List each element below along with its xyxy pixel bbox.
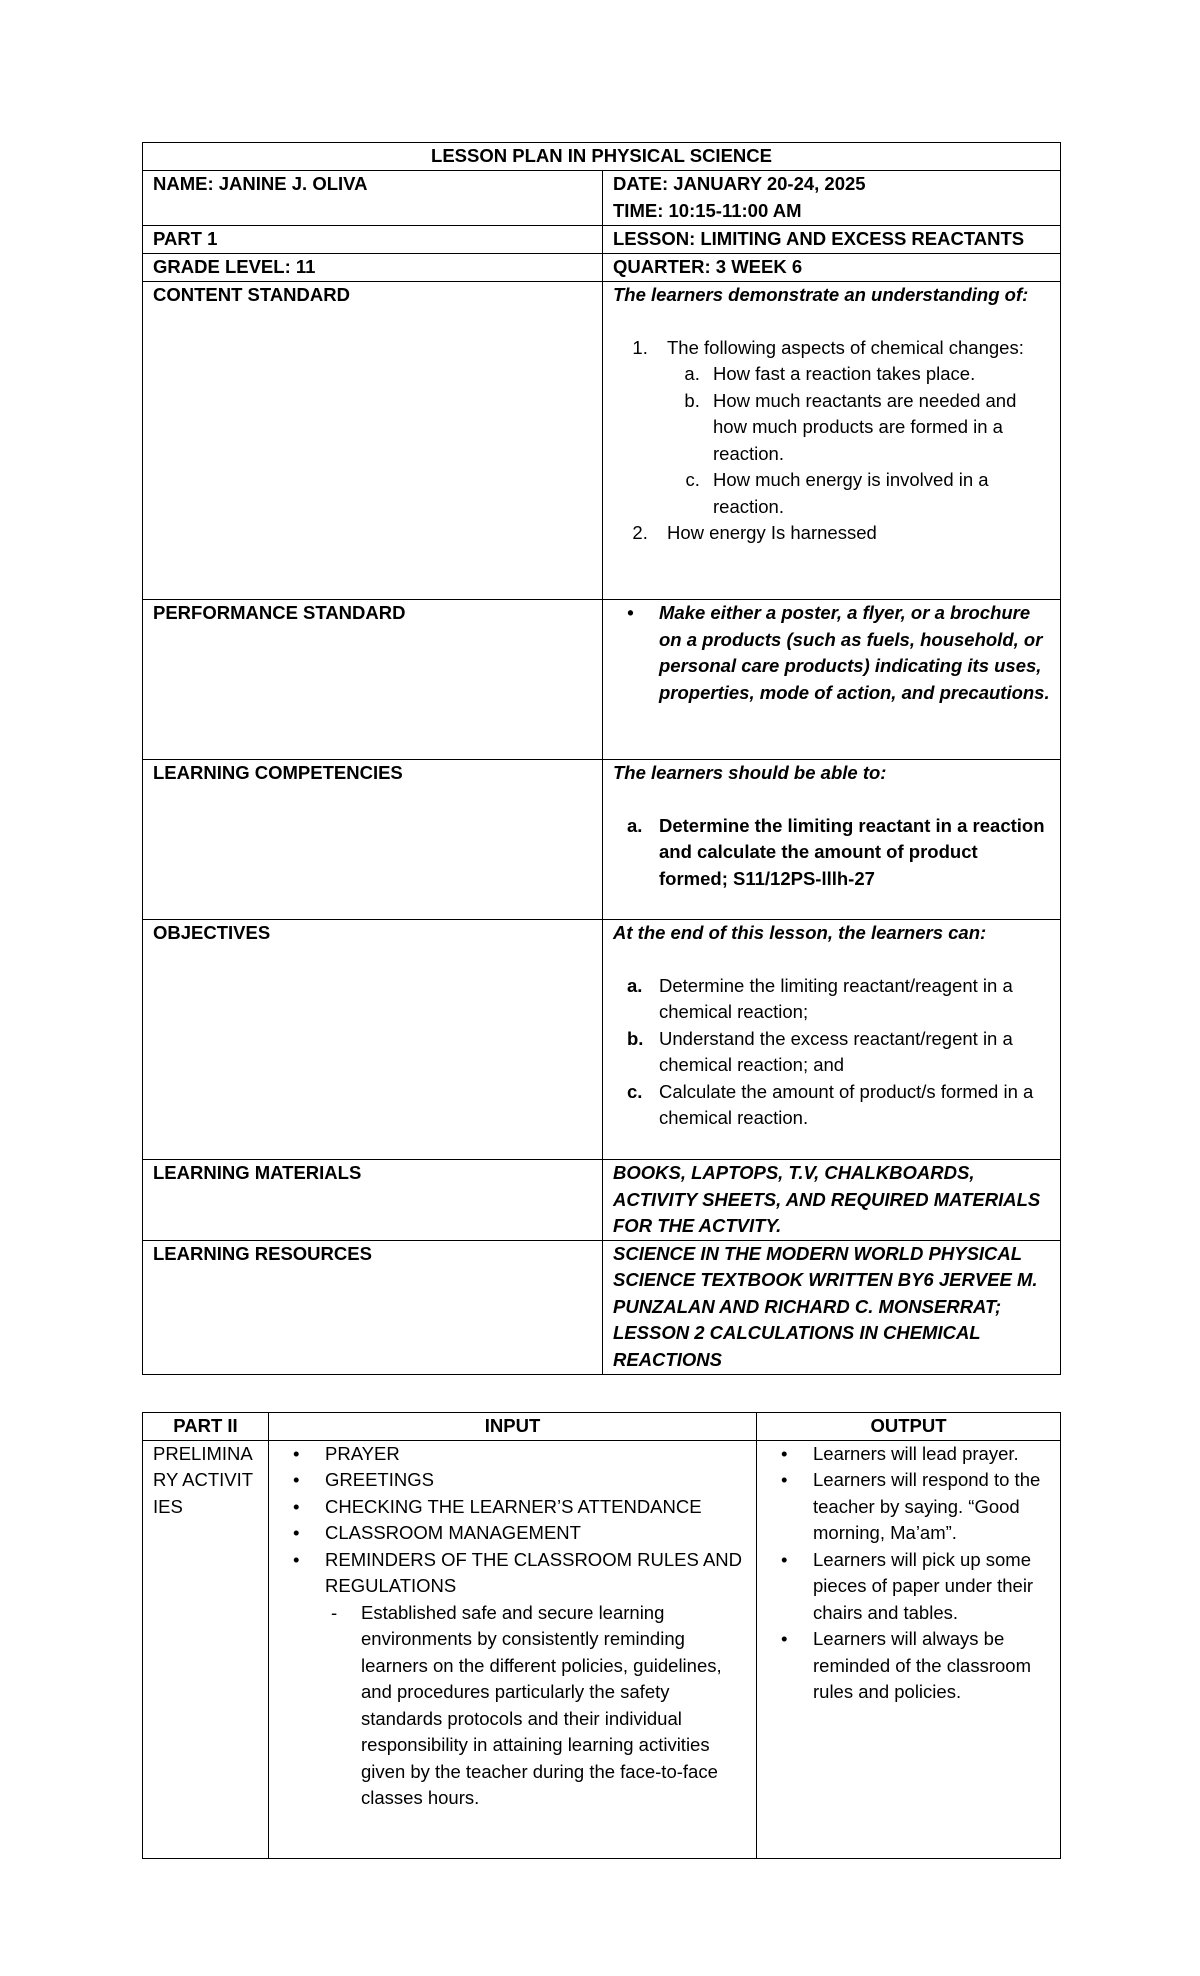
list-item: 1. The following aspects of chemical changes: a. How fast a reaction takes place. b. How much reactants are needed and how much products are formed in a reaction. c. How much energy is involved in a reaction. [653, 335, 1050, 521]
list-item: 2. How energy Is harnessed [653, 520, 1050, 547]
content-standard-label: CONTENT STANDARD [143, 282, 603, 600]
performance-standard-label: PERFORMANCE STANDARD [143, 600, 603, 760]
list-item: - Established safe and secure learning environments by consistently reminding learners on the different policies, guidelines, and procedures particularly the safety standards protocols and their individual responsibility in attaining learning activities given by the teacher during the face-to-face classes hours. [361, 1600, 746, 1812]
output-header: OUTPUT [757, 1413, 1061, 1441]
list-item: a. How fast a reaction takes place. [705, 361, 1050, 388]
list-item: • Make either a poster, a flyer, or a brochure on a products (such as fuels, household, or personal care products) indicating its uses, properties, mode of action, and precautions. [659, 600, 1050, 706]
performance-standard-list [613, 600, 1050, 706]
learning-competencies-cell [603, 760, 1061, 920]
objectives-intro: At the end of this lesson, the learners can: [613, 922, 987, 943]
part-two-header: PART II [143, 1413, 269, 1441]
list-item: • Learners will always be reminded of the classroom rules and policies. [813, 1626, 1050, 1706]
grade-level: GRADE LEVEL: 11 [143, 254, 603, 282]
teacher-name: NAME: JANINE J. OLIVA [143, 171, 603, 226]
list-item: c. How much energy is involved in a reaction. [705, 467, 1050, 520]
learning-competencies-label: LEARNING COMPETENCIES [143, 760, 603, 920]
input-list [279, 1441, 746, 1812]
list-item: • CHECKING THE LEARNER’S ATTENDANCE [325, 1494, 746, 1521]
objectives-cell [603, 920, 1061, 1160]
list-item: a. Determine the limiting reactant in a reaction and calculate the amount of product formed; S11/12PS-lllh-27 [627, 814, 1045, 889]
content-standard-intro: The learners demonstrate an understanding of: [613, 284, 1029, 305]
lesson-plan-table [142, 142, 1061, 1375]
list-item: a. Determine the limiting reactant/reagent in a chemical reaction; [627, 974, 1013, 1022]
list-item: • CLASSROOM MANAGEMENT [325, 1520, 746, 1547]
list-item: • Learners will pick up some pieces of paper under their chairs and tables. [813, 1547, 1050, 1627]
learning-resources-text: SCIENCE IN THE MODERN WORLD PHYSICAL SCIENCE TEXTBOOK WRITTEN BY6 JERVEE M. PUNZALAN AND RICHARD C. MONSERRAT; LESSON 2 CALCULATIONS IN CHEMICAL REACTIONS [603, 1240, 1061, 1374]
quarter-week: QUARTER: 3 WEEK 6 [603, 254, 1061, 282]
lesson-title: LESSON: LIMITING AND EXCESS REACTANTS [603, 226, 1061, 254]
part-label: PART 1 [143, 226, 603, 254]
competencies-list [613, 813, 1050, 893]
list-item: • Learners will lead prayer. [813, 1441, 1050, 1468]
preliminary-activities-label: PRELIMINARY ACTIVITIES [143, 1440, 269, 1858]
list-item: • Learners will respond to the teacher by saying. “Good morning, Ma’am”. [813, 1467, 1050, 1547]
lesson-plan-title: LESSON PLAN IN PHYSICAL SCIENCE [143, 143, 1061, 171]
objectives-label: OBJECTIVES [143, 920, 603, 1160]
performance-standard-cell [603, 600, 1061, 760]
learning-resources-label: LEARNING RESOURCES [143, 1240, 603, 1374]
output-list [767, 1441, 1050, 1706]
input-cell [269, 1440, 757, 1858]
input-sublist [325, 1600, 746, 1812]
content-standard-cell [603, 282, 1061, 600]
learning-materials-label: LEARNING MATERIALS [143, 1160, 603, 1241]
objectives-list [613, 973, 1050, 1132]
list-item: • GREETINGS [325, 1467, 746, 1494]
part-two-table [142, 1412, 1061, 1859]
list-item: b. Understand the excess reactant/regent in a chemical reaction; and [627, 1027, 1013, 1075]
list-item: c. Calculate the amount of product/s formed in a chemical reaction. [627, 1080, 1034, 1128]
learning-materials-text: BOOKS, LAPTOPS, T.V, CHALKBOARDS, ACTIVITY SHEETS, AND REQUIRED MATERIALS FOR THE ACTVITY. [603, 1160, 1061, 1241]
date-time-cell [603, 171, 1061, 226]
lesson-time: TIME: 10:15-11:00 AM [613, 199, 802, 221]
list-item: • REMINDERS OF THE CLASSROOM RULES AND REGULATIONS - Established safe and secure learning environments by consistently reminding learners on the different policies, guidelines, and procedures particularly the safety standards protocols and their individual responsibility in attaining learning activities given by the teacher during the face-to-face classes hours. [325, 1547, 746, 1812]
list-item: b. How much reactants are needed and how much products are formed in a reaction. [705, 388, 1050, 468]
input-header: INPUT [269, 1413, 757, 1441]
content-standard-list [613, 335, 1050, 547]
list-item: • PRAYER [325, 1441, 746, 1468]
output-cell [757, 1440, 1061, 1858]
content-standard-sublist [667, 361, 1050, 520]
competencies-intro: The learners should be able to: [613, 762, 887, 783]
lesson-date: DATE: JANUARY 20-24, 2025 [613, 173, 866, 194]
